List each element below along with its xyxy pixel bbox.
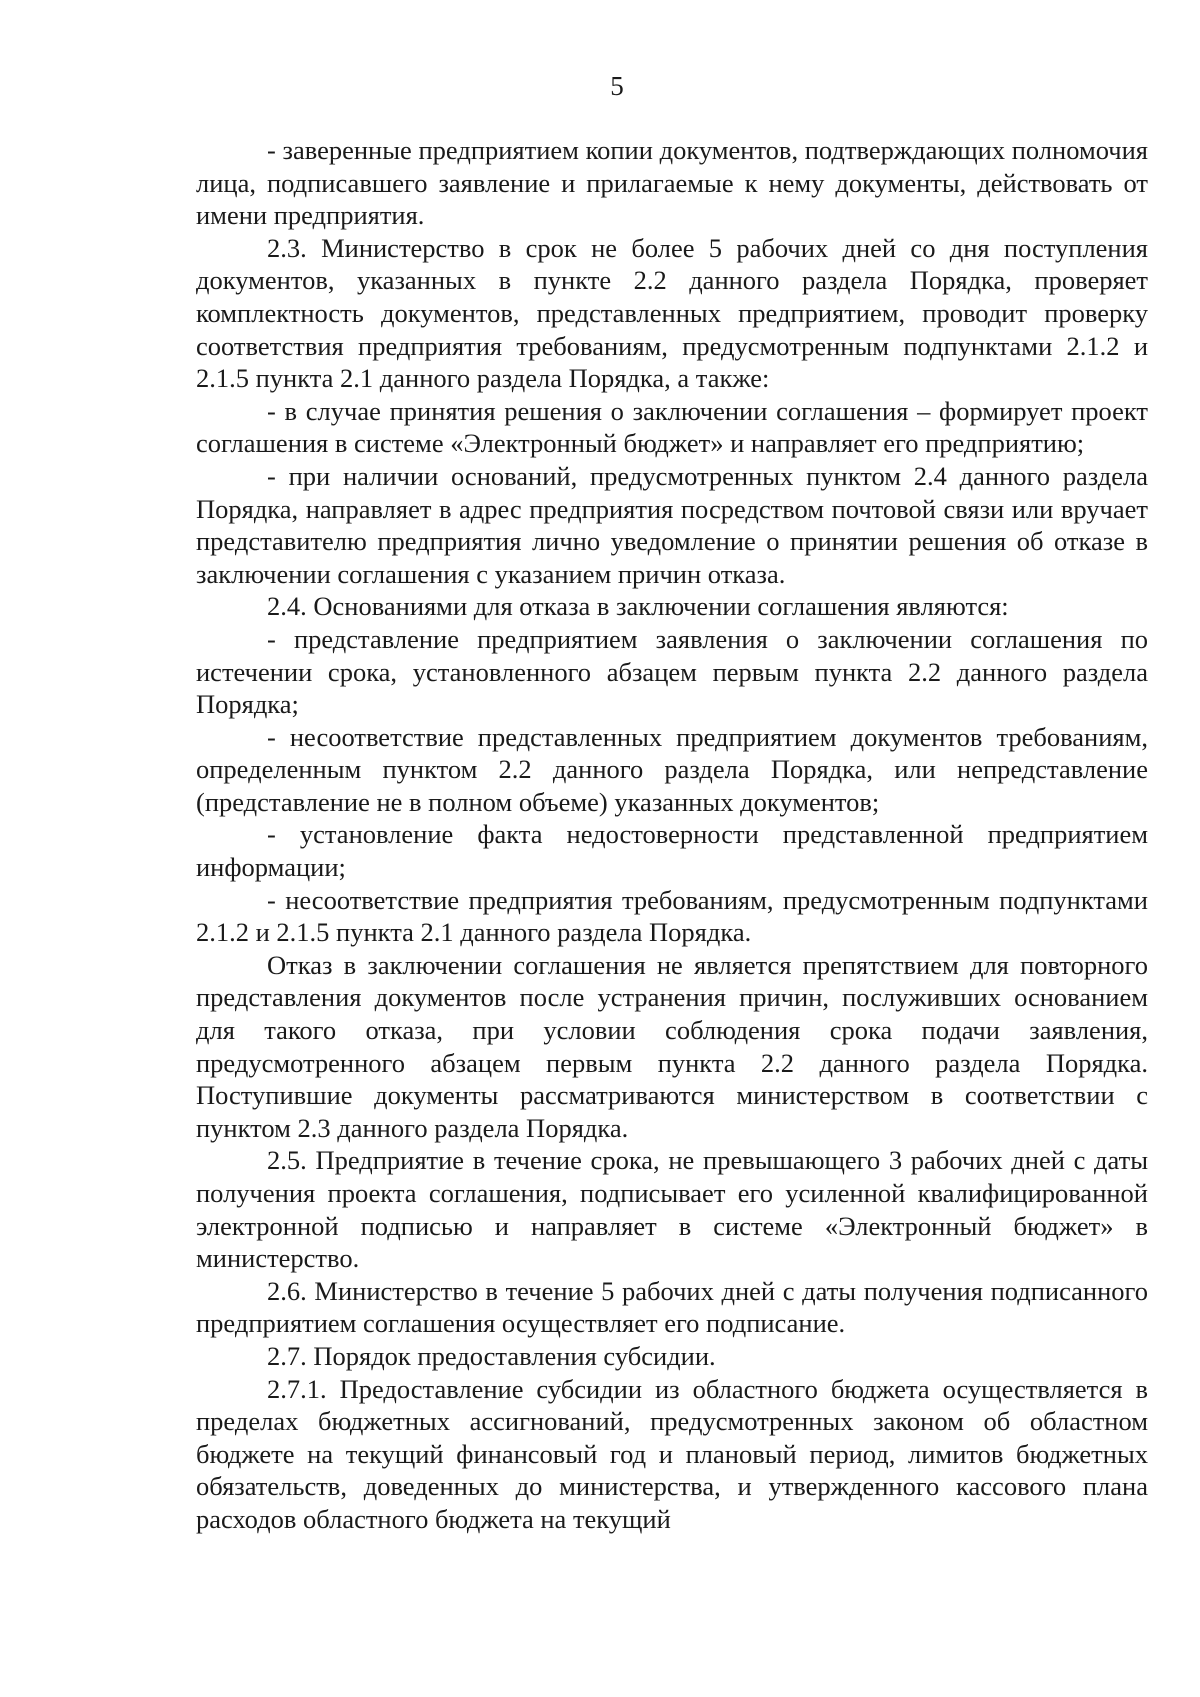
paragraph: 2.6. Министерство в течение 5 рабочих дней с даты получения подписанного предприятием соглашения осуществляет его подписание. — [196, 1275, 1148, 1339]
paragraph: - несоответствие предприятия требованиям, предусмотренным подпунктами 2.1.2 и 2.1.5 пункта 2.1 данного раздела Порядка. — [196, 884, 1148, 948]
page-number: 5 — [610, 71, 624, 101]
paragraph: - установление факта недостоверности представленной предприятием информации; — [196, 819, 1148, 883]
paragraph: 2.7. Порядок предоставления субсидии. — [267, 1340, 716, 1371]
paragraph: Отказ в заключении соглашения не является препятствием для повторного представления документов после устранения причин, послуживших основанием для такого отказа, при условии соблюдения срока подачи заявления, предусмотренного абзацем первым пункта 2.2 данного раздела Порядка. Поступившие документы рассматриваются министерством в соответствии с пунктом 2.3 данного раздела Порядка. — [196, 949, 1148, 1143]
document-body — [196, 134, 1148, 1536]
paragraph: - заверенные предприятием копии документов, подтверждающих полномочия лица, подписавшего заявление и прилагаемые к нему документы, действовать от имени предприятия. — [196, 135, 1148, 231]
paragraph: - в случае принятия решения о заключении соглашения – формирует проект соглашения в системе «Электронный бюджет» и направляет его предприятию; — [196, 395, 1148, 459]
paragraph: - представление предприятием заявления о заключении соглашения по истечении срока, установленного абзацем первым пункта 2.2 данного раздела Порядка; — [196, 623, 1148, 720]
paragraph: - несоответствие представленных предприятием документов требованиям, определенным пунктом 2.2 данного раздела Порядка, или непредставление (представление не в полном объеме) указанных документов; — [196, 721, 1148, 817]
paragraph: - при наличии оснований, предусмотренных пунктом 2.4 данного раздела Порядка, направляет в адрес предприятия посредством почтовой связи или вручает представителю предприятия лично уведомление о принятии решения об отказе в заключении соглашения с указанием причин отказа. — [196, 460, 1148, 589]
paragraph: 2.5. Предприятие в течение срока, не превышающего 3 рабочих дней с даты получения проекта соглашения, подписывает его усиленной квалифицированной электронной подписью и направляет в системе «Электронный бюджет» в министерство. — [196, 1145, 1148, 1274]
paragraph: 2.3. Министерство в срок не более 5 рабочих дней со дня поступления документов, указанных в пункте 2.2 данного раздела Порядка, проверяет комплектность документов, представленных предприятием, проводит проверку соответствия предприятия требованиям, предусмотренным подпунктами 2.1.2 и 2.1.5 пункта 2.1 данного раздела Порядка, а также: — [196, 232, 1148, 394]
paragraph: 2.4. Основаниями для отказа в заключении соглашения являются: — [267, 591, 1009, 622]
paragraph: 2.7.1. Предоставление субсидии из областного бюджета осуществляется в пределах бюджетных ассигнований, предусмотренных законом об областном бюджете на текущий финансовый год и плановый период, лимитов бюджетных обязательств, доведенных до министерства, и утвержденного кассового плана расходов областного бюджета на текущий — [196, 1373, 1148, 1534]
